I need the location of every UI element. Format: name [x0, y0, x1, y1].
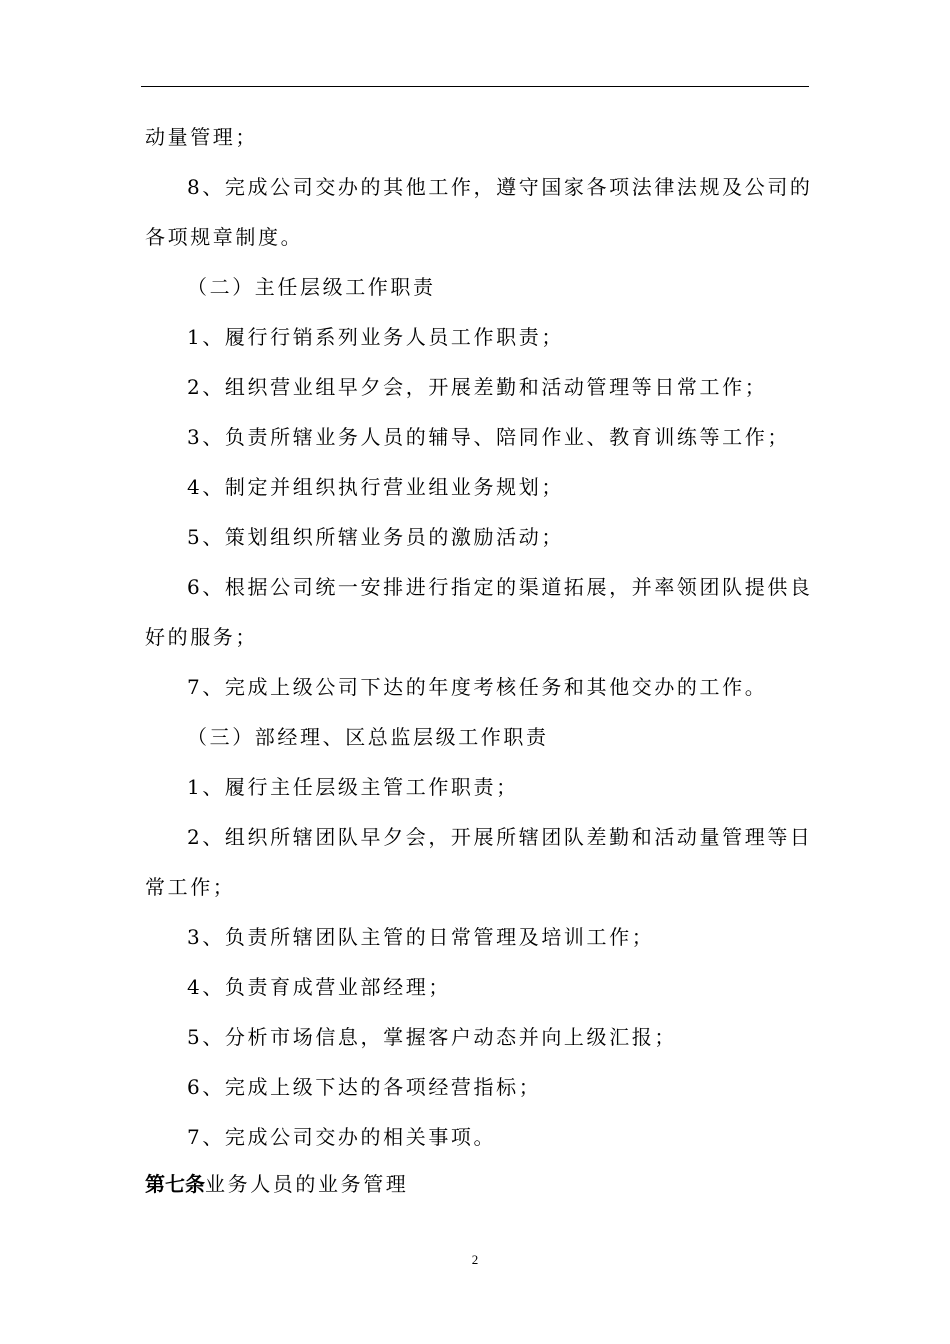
article-heading: [145, 1172, 408, 1196]
text-line: 6、根据公司统一安排进行指定的渠道拓展，并率领团队提供良: [187, 575, 813, 599]
text-line: 7、完成上级公司下达的年度考核任务和其他交办的工作。: [187, 675, 768, 699]
section-heading: （二）主任层级工作职责: [187, 275, 436, 299]
text-line: 2、组织所辖团队早夕会，开展所辖团队差勤和活动量管理等日: [187, 825, 813, 849]
text-line: 动量管理；: [145, 125, 258, 149]
text-line: 常工作；: [145, 875, 236, 899]
section-heading: （三）部经理、区总监层级工作职责: [187, 725, 549, 749]
page-number: 2: [471, 1252, 479, 1267]
text-line: 好的服务；: [145, 625, 258, 649]
article-title: 业务人员的业务管理: [205, 1172, 409, 1196]
text-line: 6、完成上级下达的各项经营指标；: [187, 1075, 542, 1099]
text-line: 5、分析市场信息，掌握客户动态并向上级汇报；: [187, 1025, 677, 1049]
header-rule: [141, 86, 809, 87]
text-line: 8、完成公司交办的其他工作，遵守国家各项法律法规及公司的: [187, 175, 813, 199]
text-line: 1、履行行销系列业务人员工作职责；: [187, 325, 564, 349]
text-line: 3、负责所辖业务人员的辅导、陪同作业、教育训练等工作；: [187, 425, 790, 449]
text-line: 5、策划组织所辖业务员的激励活动；: [187, 525, 564, 549]
text-line: 各项规章制度。: [145, 225, 304, 249]
text-line: 4、制定并组织执行营业组业务规划；: [187, 475, 564, 499]
article-label: 第七条: [145, 1172, 205, 1196]
text-line: 3、负责所辖团队主管的日常管理及培训工作；: [187, 925, 655, 949]
text-line: 4、负责育成营业部经理；: [187, 975, 451, 999]
text-line: 1、履行主任层级主管工作职责；: [187, 775, 519, 799]
text-line: 7、完成公司交办的相关事项。: [187, 1125, 497, 1149]
text-line: 2、组织营业组早夕会，开展差勤和活动管理等日常工作；: [187, 375, 768, 399]
